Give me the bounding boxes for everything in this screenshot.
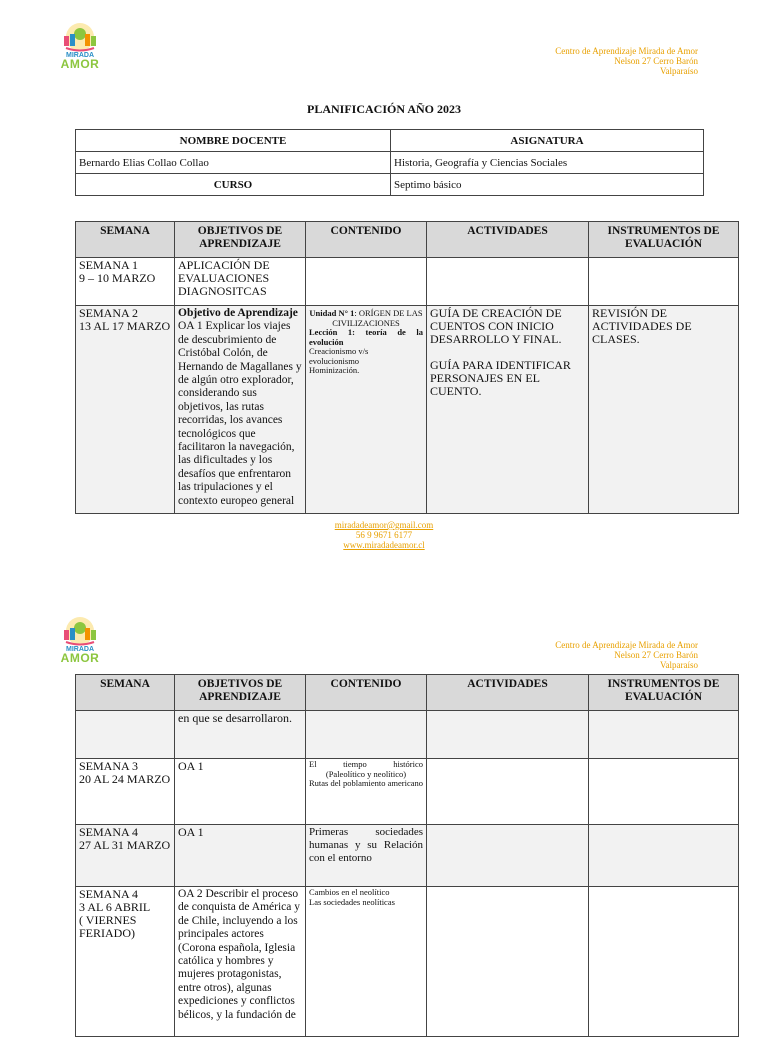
- logo-text-mirada: MIRADA: [66, 52, 94, 59]
- footer-phone: 56 9 9671 6177: [355, 530, 413, 540]
- col-contenido: CONTENIDO: [306, 222, 427, 258]
- asignatura-value: Historia, Geografía y Ciencias Sociales: [391, 152, 704, 174]
- semana-label: SEMANA 4: [79, 825, 139, 839]
- semana-note: FERIADO): [79, 926, 135, 940]
- actividades-cell: [427, 759, 589, 825]
- objetivo-cell: en que se desarrollaron.: [175, 711, 306, 759]
- semana-dates: 9 – 10 MARZO: [79, 271, 156, 285]
- contenido-line: Hominización.: [309, 365, 360, 375]
- col-contenido: CONTENIDO: [306, 675, 427, 711]
- semana-label: SEMANA 2: [79, 306, 139, 320]
- organization-address: [555, 46, 698, 76]
- contenido-leccion: Lección 1: teoría de la evolución: [309, 327, 423, 347]
- contenido-cell: [306, 711, 427, 759]
- org-city: Valparaíso: [660, 660, 698, 670]
- org-street: Nelson 27 Cerro Barón: [614, 56, 698, 66]
- contenido-unidad: [309, 307, 423, 328]
- semana-label: SEMANA 1: [79, 258, 139, 272]
- semana-dates: 20 AL 24 MARZO: [79, 772, 171, 786]
- actividades-cell: [427, 825, 589, 887]
- logo: [58, 616, 102, 668]
- contenido-line: Rutas del poblamiento americano: [309, 778, 424, 788]
- contenido-line: evolucionismo: [309, 355, 360, 366]
- instrumentos-cell: [589, 759, 739, 825]
- curso-label: CURSO: [76, 174, 391, 196]
- page-footer: [0, 520, 768, 550]
- page-title: PLANIFICACIÓN AÑO 2023: [306, 102, 461, 116]
- semana-cell: [76, 759, 175, 825]
- actividad-2: GUÍA PARA IDENTIFICAR PERSONAJES EN EL CUENTO.: [430, 358, 571, 398]
- contenido-cell: [306, 306, 427, 514]
- planning-table-page1: [75, 221, 739, 514]
- objetivo-cell: OA 2 Describir el proceso de conquista de América y de Chile, incluyendo a los principales actores (Corona española, Iglesia católica y hombres y mujeres protagonistas, entre otros), algunas expediciones y conflictos bélicos, y la fundación de: [175, 887, 306, 1037]
- org-name: Centro de Aprendizaje Mirada de Amor: [555, 46, 698, 56]
- col-actividades: ACTIVIDADES: [427, 222, 589, 258]
- contenido-cell: [306, 759, 427, 825]
- docente-value: Bernardo Elias Collao Collao: [76, 152, 391, 174]
- col-objetivos: OBJETIVOS DE APRENDIZAJE: [175, 675, 306, 711]
- contenido-line: Las sociedades neolíticas: [309, 896, 395, 907]
- objetivo-text: OA 1 Explicar los viajes de descubrimiento de Cristóbal Colón, de Hernando de Magallanes y de algún otro explorador, considerando sus objetivos, las rutas recorridas, los avances tecnológicos que facilitaron la navegación, las dificultades y los desafíos que enfrentaron las tripulaciones y el contexto europeo general: [178, 320, 302, 507]
- table-row: [76, 825, 739, 887]
- logo-text-amor: AMOR: [60, 57, 100, 71]
- semana-cell: [76, 306, 175, 514]
- asignatura-label: ASIGNATURA: [391, 130, 704, 152]
- contenido-cell: [306, 258, 427, 306]
- semana-label: SEMANA 3: [79, 759, 139, 773]
- org-city: Valparaíso: [660, 66, 698, 76]
- logo-text-amor: AMOR: [60, 651, 100, 665]
- instrumentos-cell: REVISIÓN DE ACTIVIDADES DE CLASES.: [589, 306, 739, 514]
- logo-text-mirada: MIRADA: [66, 646, 94, 653]
- teacher-info-table: [75, 129, 704, 196]
- curso-value: Septimo básico: [391, 174, 704, 196]
- semana-note: ( VIERNES: [79, 913, 137, 927]
- table-row: [76, 887, 739, 1037]
- actividad-1: GUÍA DE CREACIÓN DE CUENTOS CON INICIO DESARROLLO Y FINAL.: [430, 306, 562, 346]
- docente-label: NOMBRE DOCENTE: [76, 130, 391, 152]
- logo-emblem-icon: [58, 22, 102, 52]
- objetivo-cell: [175, 306, 306, 514]
- unidad-title: : ORÍGEN DE LAS CIVILIZACIONES: [332, 308, 423, 328]
- footer-web-link[interactable]: www.miradadeamor.cl: [343, 540, 425, 550]
- semana-cell: [76, 258, 175, 306]
- semana-label: SEMANA 4: [79, 887, 139, 901]
- objetivo-cell: OA 1: [175, 825, 306, 887]
- actividades-cell: [427, 306, 589, 514]
- contenido-line: El tiempo histórico: [309, 759, 423, 769]
- organization-address: [555, 640, 698, 670]
- table-row: [76, 711, 739, 759]
- table-row: [76, 258, 739, 306]
- semana-cell: [76, 711, 175, 759]
- semana-cell: [76, 825, 175, 887]
- contenido-line: Creacionismo v/s: [309, 346, 369, 356]
- instrumentos-cell: [589, 825, 739, 887]
- instrumentos-cell: [589, 711, 739, 759]
- semana-dates: 27 AL 31 MARZO: [79, 838, 171, 852]
- actividades-cell: [427, 711, 589, 759]
- org-street: Nelson 27 Cerro Barón: [614, 650, 698, 660]
- col-instrumentos: INSTRUMENTOS DE EVALUACIÓN: [589, 222, 739, 258]
- table-row: [76, 306, 739, 514]
- org-name: Centro de Aprendizaje Mirada de Amor: [555, 640, 698, 650]
- semana-dates: 3 AL 6 ABRIL: [79, 900, 151, 914]
- actividades-cell: [427, 258, 589, 306]
- col-semana: SEMANA: [76, 675, 175, 711]
- objetivo-title: Objetivo de Aprendizaje: [178, 307, 298, 319]
- actividades-cell: [427, 887, 589, 1037]
- contenido-cell: Primeras sociedades humanas y su Relación con el entorno: [306, 825, 427, 887]
- contenido-cell: [306, 887, 427, 1037]
- contenido-line: (Paleolítico y neolítico): [325, 768, 407, 779]
- logo: [58, 22, 102, 74]
- planning-table-page2: [75, 674, 739, 1037]
- objetivo-cell: APLICACIÓN DE EVALUACIONES DIAGNOSITCAS: [175, 258, 306, 306]
- col-instrumentos: INSTRUMENTOS DE EVALUACIÓN: [589, 675, 739, 711]
- col-objetivos: OBJETIVOS DE APRENDIZAJE: [175, 222, 306, 258]
- semana-cell: [76, 887, 175, 1037]
- logo-emblem-icon: [58, 616, 102, 646]
- footer-email-link[interactable]: miradadeamor@gmail.com: [334, 520, 434, 530]
- contenido-line: Cambios en el neolítico: [309, 887, 390, 897]
- col-semana: SEMANA: [76, 222, 175, 258]
- unidad-label: Unidad N° 1: [309, 308, 355, 318]
- table-row: [76, 759, 739, 825]
- col-actividades: ACTIVIDADES: [427, 675, 589, 711]
- objetivo-cell: OA 1: [175, 759, 306, 825]
- instrumentos-cell: [589, 258, 739, 306]
- instrumentos-cell: [589, 887, 739, 1037]
- semana-dates: 13 AL 17 MARZO: [79, 319, 171, 333]
